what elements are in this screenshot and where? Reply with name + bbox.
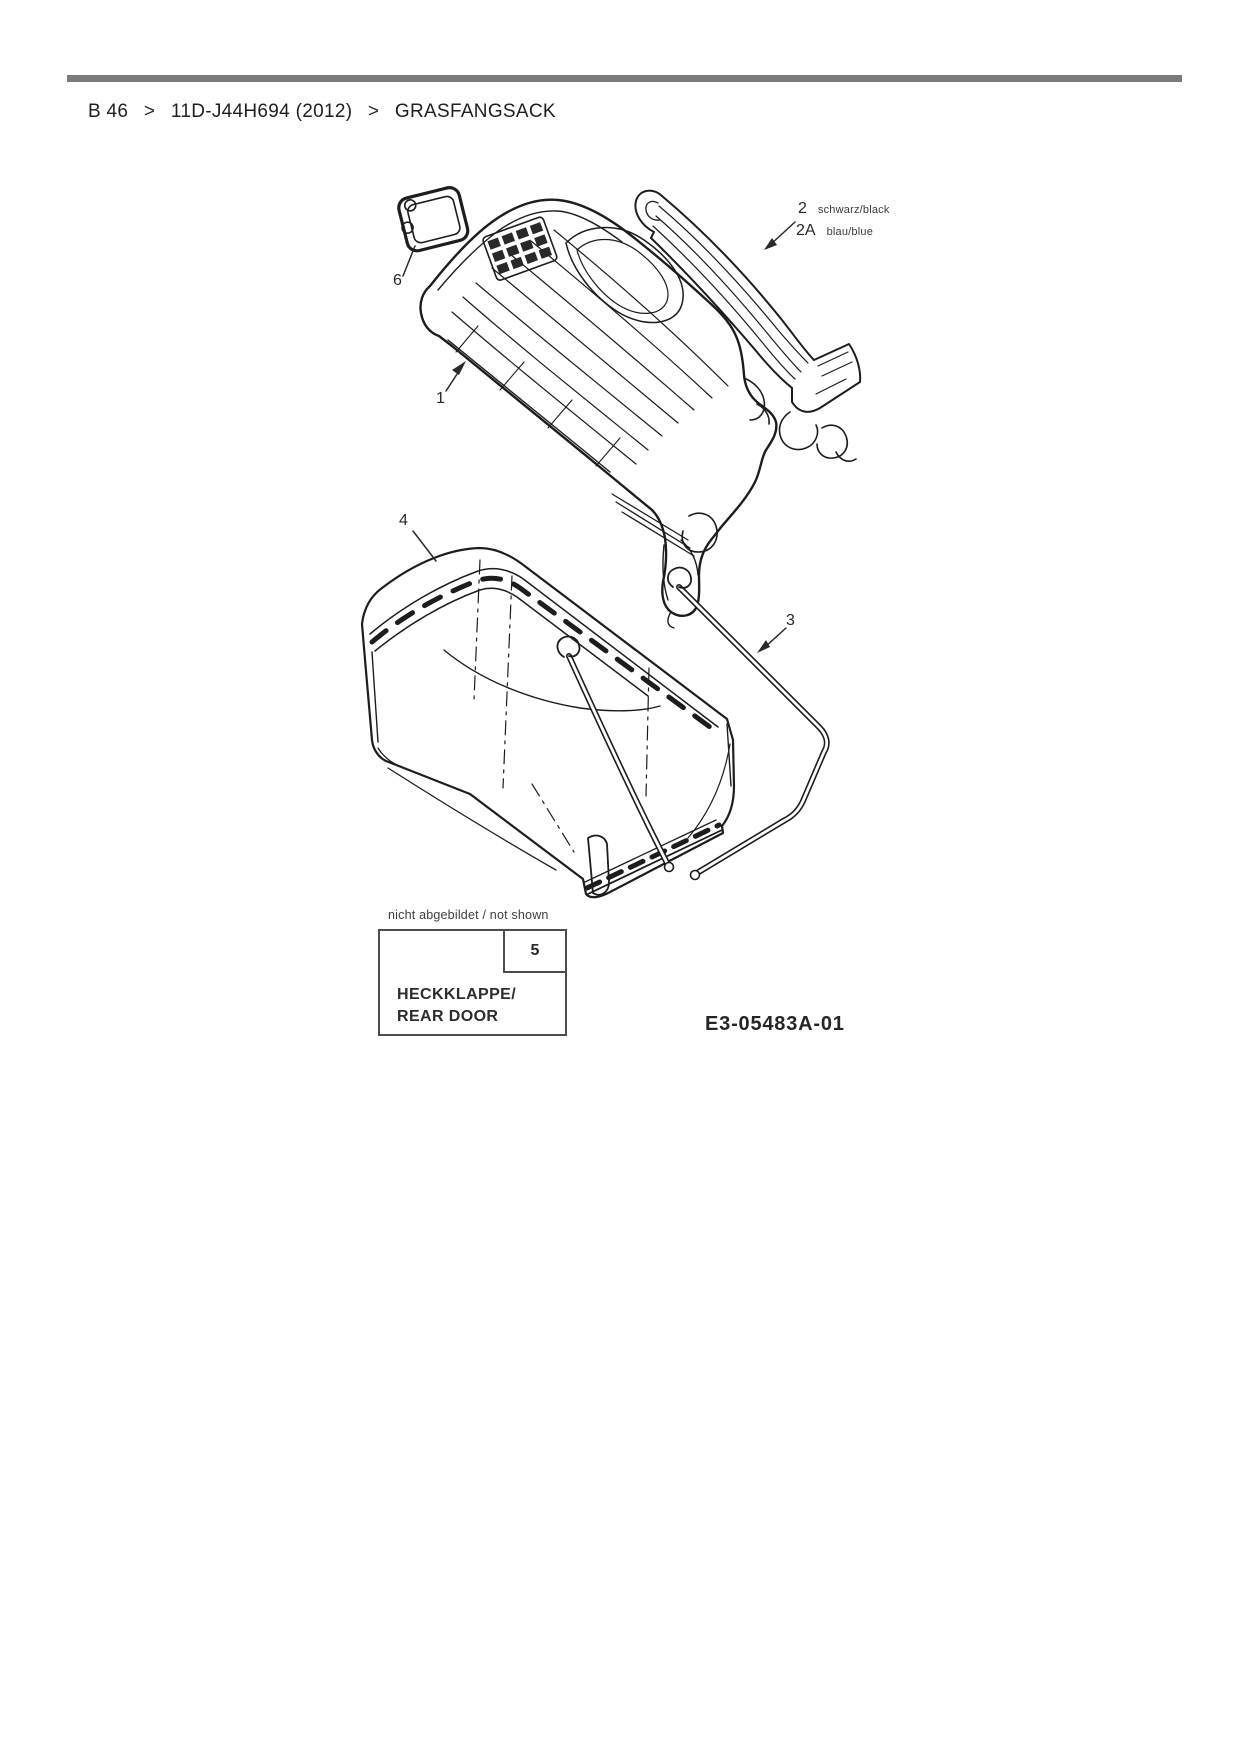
breadcrumb-page: GRASFANGSACK <box>394 101 556 122</box>
callout-variant-2: schwarz/black <box>817 204 890 216</box>
breadcrumb-model[interactable]: 11D-J44H694 (2012) <box>170 101 353 122</box>
callout-variant-2a: blau/blue <box>826 226 874 238</box>
callout-row-2a <box>796 222 873 240</box>
callout-label-1: 1 <box>436 390 445 407</box>
callout-row-2 <box>798 200 890 218</box>
not-shown-caption: nicht abgebildet / not shown <box>388 908 549 922</box>
callout-label-5: 5 <box>530 942 540 959</box>
not-shown-part-name-line2: REAR DOOR <box>397 1008 499 1025</box>
gasket-part-6-drawing <box>395 186 470 254</box>
callout-label-2a: 2A <box>796 222 816 239</box>
drawing-number: E3-05483A-01 <box>705 1013 845 1035</box>
leader-part-4 <box>413 531 436 561</box>
not-shown-ref-box <box>503 929 567 973</box>
cover-part-1-drawing <box>420 200 776 628</box>
arrowhead-part-1 <box>452 361 466 375</box>
vent-grille <box>482 216 558 281</box>
grass-bag-part-4-drawing <box>362 548 734 897</box>
not-shown-part-name-line1: HECKKLAPPE/ <box>397 986 517 1003</box>
breadcrumb-section[interactable]: B 46 <box>88 101 129 122</box>
leader-part-6 <box>403 246 415 276</box>
callout-label-2: 2 <box>798 200 807 217</box>
callout-label-3: 3 <box>786 612 795 629</box>
breadcrumb-separator: > <box>367 101 380 122</box>
callout-label-4: 4 <box>399 512 408 529</box>
callout-label-6: 6 <box>393 272 402 289</box>
breadcrumb-separator: > <box>143 101 156 122</box>
arrowhead-part-3 <box>757 640 770 653</box>
